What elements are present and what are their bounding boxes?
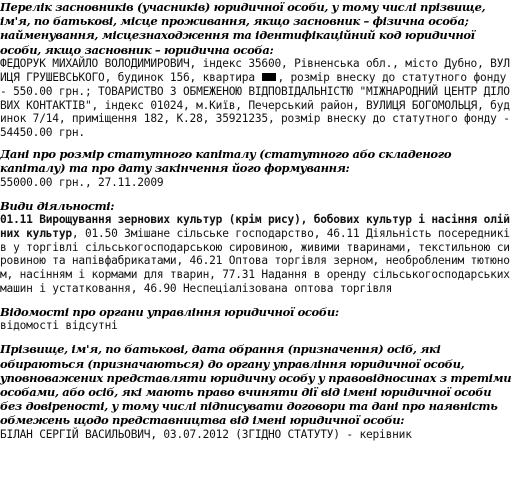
activities-section — [0, 199, 512, 297]
capital-value: 55000.00 грн., 27.11.2009 — [0, 175, 164, 189]
activities-rest: , 01.50 Змішане сільське господарство, 46.11 Діяльність посередників у торгівлі сільськогосподарською сировиною, живими тваринами, текстильною сировиною та напівфабрикатами, 46.21 Оптова торгівля зерном, необробленим тютюном, насінням і кормами для тварин, 77.31 Надання в оренду сільськогосподарських машин і устатковання, 46.90 Неспеціалізована оптова торгівля — [0, 226, 510, 296]
spacer — [0, 140, 512, 147]
persons-section — [0, 342, 512, 441]
activities-label: Види діяльності: — [0, 198, 115, 213]
activities-value — [0, 213, 512, 296]
founders-value-part2: , розмір внеску до статутного фонду - 550.00 грн.; ТОВАРИСТВО З ОБМЕЖЕНОЮ ВІДПОВІДАЛЬНІСТЮ "МІЖНАРОДНИЙ ЦЕНТР ДІЛОВИХ КОНТАКТІВ", індекс 01024, м.Київ, Печерський район, ВУЛИЦЯ БОГОМОЛЬЦЯ, будинок 7/14, приміщення 182, К.28, 35921235, розмір внеску до статутного фонду - 54450.00 грн. — [0, 70, 510, 140]
redaction-block — [262, 73, 276, 81]
spacer — [0, 296, 512, 305]
persons-label: Прізвище, ім'я, по батькові, дата обрання (призначення) осіб, які обираються (призначаються) до органу управління юридичної особи, уповноважених представляти юридичну особу у правовідносинах з третіми особами, або осіб, які мають право вчиняти дії від імені юридичної особи без довіреності, у тому числі підписувати договори та дані про наявність обмежень щодо представництва від імені юридичної особи: — [0, 342, 512, 428]
founders-section — [0, 0, 512, 140]
founders-value-part1: ФЕДОРУК МИХАЙЛО ВОЛОДИМИРОВИЧ, індекс 35600, Рівненська обл., місто Дубно, ВУЛИЦЯ ГРУШЕВСЬКОГО, будинок 156, квартира — [0, 56, 510, 84]
spacer — [0, 333, 512, 342]
capital-label: Дані про розмір статутного капіталу (статутного або складеного капіталу) та про дату закінчення його формування: — [0, 147, 452, 176]
capital-section — [0, 147, 512, 189]
management-label: Відомості про органи управління юридичної особи: — [0, 305, 339, 320]
founders-value — [0, 57, 512, 140]
spacer — [0, 190, 512, 199]
management-value: відомості відсутні — [0, 319, 118, 333]
management-section — [0, 305, 512, 333]
activities-primary: 01.11 Вирощування зернових культур (крім рису), бобових культур і насіння олійних культур — [0, 212, 510, 240]
persons-value: БІЛАН СЕРГІЙ ВАСИЛЬОВИЧ, 03.07.2012 (ЗГІДНО СТАТУТУ) - керівник — [0, 427, 412, 441]
founders-label: Перелік засновників (учасників) юридичної особи, у тому числі прізвище, ім'я, по батькові, місце проживання, якщо засновник – фізична особа; найменування, місцезнаходження та ідентифікаційний код юридичної особи, якщо засновник – юридична особа: — [0, 0, 486, 57]
